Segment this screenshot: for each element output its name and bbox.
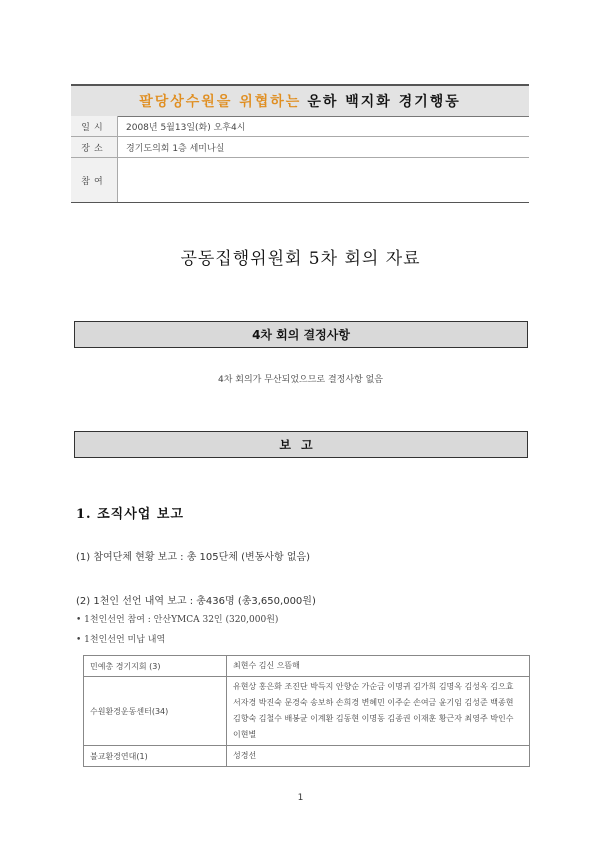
- document-title: 공동집행위원회 5차 회의 자료: [180, 249, 421, 269]
- banner-accent-text: 팔당상수원을 위협하는: [139, 94, 302, 110]
- names-cell: 유현상 홍은화 조진단 박득지 안향순 가순금 이명귀 김가희 김명옥 김성옥 김으효 서자경 박진숙 문경숙 송보하 손희경 변혜민 이주순 손여금 윤기임 김성준 백종현 김향숙 김철수 배봉균 이계환 김동현 이명동 김종권 이재훈 황근자 최영주 박인수 이현별: [227, 677, 530, 746]
- attendance-label: 참여: [71, 158, 118, 203]
- date-value: 2008년 5월13일(화) 오후4시: [118, 116, 530, 137]
- names-cell: 성경선: [227, 746, 530, 767]
- page-number: 1: [297, 793, 304, 803]
- banner-title: 운하 백지화 경기행동: [307, 94, 461, 110]
- info-row-date: [71, 116, 529, 137]
- org-cell: 수원환경운동센터(34): [84, 677, 227, 746]
- meeting-info-table: [71, 116, 529, 203]
- date-label: 일시: [71, 116, 118, 137]
- info-row-place: [71, 137, 529, 158]
- report-heading: 보고: [74, 431, 528, 458]
- bullet-item-2: • 1천인선언 미납 내역: [76, 635, 166, 645]
- decisions-note: 4차 회의가 무산되었으므로 결정사항 없음: [218, 375, 383, 385]
- section-title: 1. 조직사업 보고: [76, 507, 184, 522]
- info-row-attendance: [71, 158, 529, 203]
- place-label: 장소: [71, 137, 118, 158]
- header-banner: [71, 84, 529, 117]
- table-row: [84, 746, 530, 767]
- attendance-value: [118, 158, 530, 203]
- table-row: [84, 677, 530, 746]
- unpaid-members-table: [83, 655, 530, 767]
- table-row: [84, 656, 530, 677]
- org-cell: 민예총 경기지회 (3): [84, 656, 227, 677]
- bullet-item-1: • 1천인선언 참여 : 안산YMCA 32인 (320,000원): [76, 615, 279, 625]
- org-cell: 불교환경연대(1): [84, 746, 227, 767]
- names-cell: 최현수 김신 으뜸해: [227, 656, 530, 677]
- decisions-heading: 4차 회의 결정사항: [74, 321, 528, 348]
- place-value: 경기도의회 1층 세미나실: [118, 137, 530, 158]
- report-item-1: (1) 참여단체 현황 보고 : 총 105단체 (변동사항 없음): [76, 552, 311, 563]
- report-item-2: (2) 1천인 선언 내역 보고 : 총436명 (총3,650,000원): [76, 596, 316, 607]
